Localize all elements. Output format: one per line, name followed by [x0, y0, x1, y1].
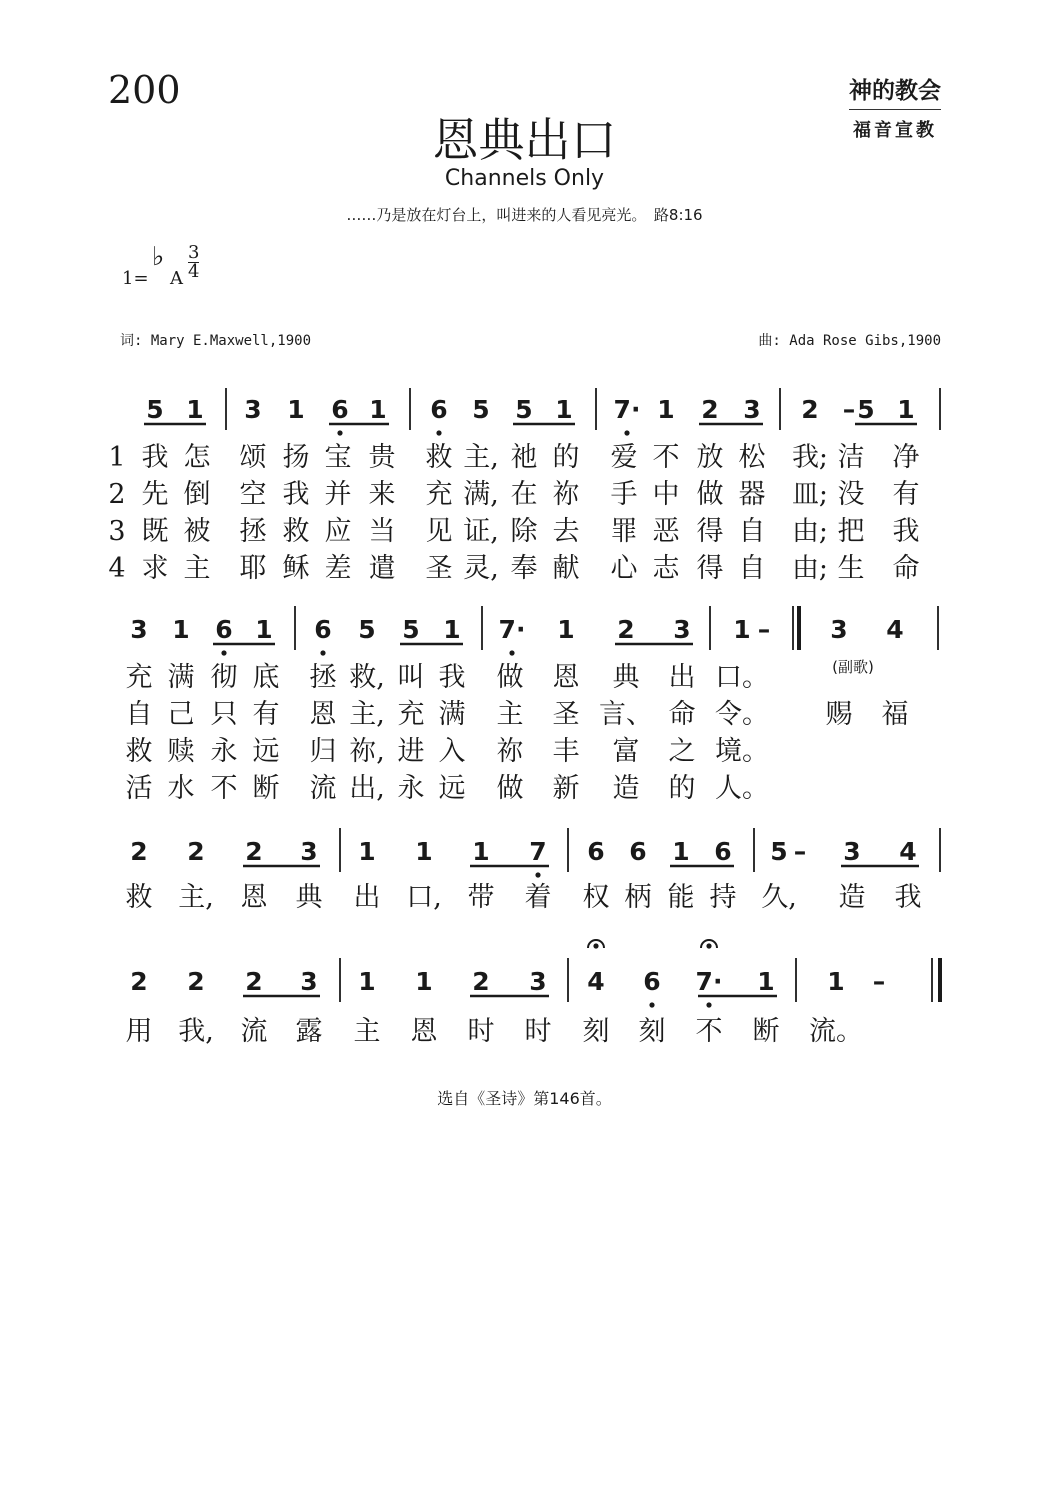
- lyric-syllable: 用: [125, 1016, 153, 1047]
- lyric-syllable: 没: [837, 479, 865, 510]
- lyric-syllable: 救,: [349, 662, 385, 693]
- lyric-syllable: 有: [892, 479, 920, 510]
- lyric-syllable: 心: [610, 553, 638, 584]
- note: 6: [587, 837, 605, 866]
- note: 1: [358, 837, 376, 866]
- composer-credit: 曲: Ada Rose Gibs,1900: [758, 333, 941, 349]
- note: 1: [557, 615, 575, 644]
- lyric-syllable: 着: [524, 882, 552, 913]
- note: 1: [555, 395, 573, 424]
- note: 2: [130, 967, 148, 996]
- note: 5: [770, 837, 788, 866]
- lyric-syllable: 命: [892, 553, 920, 584]
- note: 1: [757, 967, 775, 996]
- lyric-syllable: 断: [752, 1016, 780, 1047]
- lyric-syllable: 恶: [652, 516, 680, 547]
- lyric-syllable: 有: [252, 699, 280, 730]
- note: 3: [300, 967, 318, 996]
- low-octave-dot: [706, 1002, 711, 1007]
- lyricist-credit: 词: Mary E.Maxwell,1900: [120, 333, 312, 349]
- lyric-syllable: 权: [582, 882, 610, 913]
- lyric-syllable: 恩: [309, 699, 337, 730]
- note: 1: [472, 837, 490, 866]
- lyric-syllable: 生: [837, 553, 865, 584]
- lyric-syllable: 空: [239, 479, 267, 510]
- lyric-syllable: 中: [652, 479, 680, 510]
- lyric-syllable: 刻: [638, 1016, 666, 1047]
- lyric-syllable: 底: [252, 662, 280, 693]
- note: 7: [529, 837, 547, 866]
- lyric-syllable: 富: [612, 736, 640, 767]
- lyric-syllable: 刻: [582, 1016, 610, 1047]
- lyric-syllable: 稣: [282, 553, 310, 584]
- note: 5: [515, 395, 533, 424]
- lyric-syllable: 的: [668, 773, 696, 804]
- lyric-syllable: 救: [125, 882, 153, 913]
- lyric-syllable: 松: [738, 442, 766, 473]
- note: 1: [897, 395, 915, 424]
- note: 5: [402, 615, 420, 644]
- lyric-syllable: 被: [183, 516, 211, 547]
- lyric-syllable: 进: [397, 736, 425, 767]
- lyric-syllable: 不: [210, 773, 238, 804]
- lyric-syllable: 圣: [552, 699, 580, 730]
- lyric-syllable: 主,: [349, 699, 385, 730]
- lyric-syllable: 造: [612, 773, 640, 804]
- lyric-syllable: 自: [125, 699, 153, 730]
- lyric-syllable: 灵,: [463, 553, 499, 584]
- lyric-syllable: 去: [552, 516, 580, 547]
- lyric-syllable: 远: [252, 736, 280, 767]
- lyric-syllable: 3: [108, 516, 126, 547]
- source-note: 选自《圣诗》第146首。: [437, 1089, 612, 1108]
- lyric-syllable: 不: [652, 442, 680, 473]
- lyric-syllable: 耶: [239, 553, 267, 584]
- lyric-syllable: 令。: [715, 699, 769, 730]
- lyric-syllable: 自: [738, 516, 766, 547]
- lyric-syllable: 2: [108, 479, 126, 510]
- lyric-syllable: 爱: [610, 442, 638, 473]
- note: 6: [331, 395, 349, 424]
- lyric-syllable: 救: [425, 442, 453, 473]
- low-octave-dot: [649, 1002, 654, 1007]
- note: 3: [843, 837, 861, 866]
- lyric-syllable: 久,: [761, 882, 797, 913]
- lyric-syllable: 时: [524, 1016, 552, 1047]
- low-octave-dot: [509, 650, 514, 655]
- lyric-syllable: 充: [125, 662, 153, 693]
- lyric-syllable: 带: [467, 882, 495, 913]
- lyric-syllable: 流: [240, 1016, 268, 1047]
- note: 2: [187, 967, 205, 996]
- note: –: [793, 837, 807, 866]
- lyric-syllable: 得: [696, 516, 724, 547]
- lyric-syllable: 扬: [282, 442, 310, 473]
- publisher-subtitle: 福音宣教: [853, 120, 937, 141]
- lyric-syllable: 由;: [791, 553, 829, 584]
- lyric-syllable: 我: [282, 479, 310, 510]
- lyric-syllable: 远: [438, 773, 466, 804]
- lyric-syllable: 罪: [610, 516, 638, 547]
- note: 1: [657, 395, 675, 424]
- note: 1: [287, 395, 305, 424]
- scripture-reference: ……乃是放在灯台上，叫进来的人看见亮光。 路8:16: [346, 206, 703, 224]
- lyric-syllable: 主: [183, 553, 211, 584]
- note: 1: [672, 837, 690, 866]
- lyric-syllable: 祢: [552, 479, 580, 510]
- lyric-syllable: 主: [496, 699, 524, 730]
- note: 3: [244, 395, 262, 424]
- note: 2: [187, 837, 205, 866]
- lyric-syllable: 持: [709, 882, 737, 913]
- hymn-title: 恩典出口: [432, 113, 617, 167]
- lyric-syllable: 放: [696, 442, 724, 473]
- note: 1: [172, 615, 190, 644]
- lyric-syllable: 器: [738, 479, 766, 510]
- lyric-syllable: 净: [892, 442, 920, 473]
- note: 3: [673, 615, 691, 644]
- lyric-syllable: 贵: [368, 442, 396, 473]
- lyric-syllable: 满,: [463, 479, 499, 510]
- lyric-syllable: 先: [141, 479, 169, 510]
- lyric-syllable: 求: [141, 553, 169, 584]
- lyric-syllable: 丰: [552, 736, 580, 767]
- note: 1: [255, 615, 273, 644]
- lyric-syllable: 我;: [791, 442, 829, 473]
- note: 2: [472, 967, 490, 996]
- lyric-syllable: 充: [425, 479, 453, 510]
- time-top: 3: [188, 242, 200, 263]
- key-note: A: [170, 268, 183, 289]
- lyric-syllable: 恩: [410, 1016, 438, 1047]
- lyric-syllable: 能: [667, 882, 695, 913]
- note: 7·: [613, 395, 641, 424]
- lyric-syllable: 人。: [715, 773, 769, 804]
- note: 4: [886, 615, 904, 644]
- lyric-syllable: 时: [467, 1016, 495, 1047]
- lyric-syllable: 出: [353, 882, 381, 913]
- lyric-syllable: 奉: [510, 553, 538, 584]
- note: 1: [827, 967, 845, 996]
- lyric-syllable: 圣: [425, 553, 453, 584]
- note: 1: [733, 615, 751, 644]
- note: 1: [358, 967, 376, 996]
- fermata-dot: [706, 943, 711, 948]
- lyric-syllable: 做: [496, 662, 524, 693]
- note: 1: [443, 615, 461, 644]
- lyric-syllable: 主,: [178, 882, 214, 913]
- lyric-syllable: 在: [510, 479, 538, 510]
- lyric-syllable: 献: [552, 553, 580, 584]
- low-octave-dot: [436, 430, 441, 435]
- key-prefix: 1=: [122, 268, 149, 289]
- flat-icon: ♭: [152, 242, 165, 272]
- lyric-syllable: 怎: [183, 442, 211, 473]
- note: 4: [587, 967, 605, 996]
- lyric-syllable: 祂: [510, 442, 538, 473]
- lyric-syllable: 造: [838, 882, 866, 913]
- lyric-syllable: 我: [892, 516, 920, 547]
- note: 6: [215, 615, 233, 644]
- lyric-syllable: 4: [108, 553, 126, 584]
- lyric-syllable: 露: [295, 1016, 323, 1047]
- lyric-syllable: 口。: [715, 662, 769, 693]
- note: 1: [415, 967, 433, 996]
- lyric-syllable: 得: [696, 553, 724, 584]
- lyric-syllable: 恩: [552, 662, 580, 693]
- lyric-syllable: 祢: [496, 736, 524, 767]
- lyric-syllable: 并: [324, 479, 352, 510]
- lyric-syllable: 命: [668, 699, 696, 730]
- lyric-syllable: 言、: [599, 699, 653, 730]
- lyric-syllable: 叫: [397, 662, 425, 693]
- note: 2: [130, 837, 148, 866]
- lyric-syllable: 做: [696, 479, 724, 510]
- note: 2: [617, 615, 635, 644]
- publisher-name: 神的教会: [849, 72, 941, 110]
- note: 2: [245, 837, 263, 866]
- lyric-syllable: 满: [438, 699, 466, 730]
- lyric-syllable: 主,: [463, 442, 499, 473]
- lyric-syllable: 流: [309, 773, 337, 804]
- lyric-syllable: 主: [353, 1016, 381, 1047]
- note: 4: [899, 837, 917, 866]
- note: 2: [801, 395, 819, 424]
- lyric-syllable: 手: [610, 479, 638, 510]
- note: 6: [314, 615, 332, 644]
- lyric-syllable: 遣: [368, 553, 396, 584]
- lyric-syllable: 境。: [715, 736, 769, 767]
- note: 2: [245, 967, 263, 996]
- lyric-syllable: 恩: [240, 882, 268, 913]
- low-octave-dot: [624, 430, 629, 435]
- lyric-syllable: 除: [510, 516, 538, 547]
- lyric-syllable: 皿;: [791, 479, 829, 510]
- lyric-syllable: 口,: [406, 882, 442, 913]
- lyric-syllable: 应: [324, 516, 352, 547]
- note: 3: [743, 395, 761, 424]
- lyric-syllable: 我,: [178, 1016, 214, 1047]
- lyric-syllable: 救: [125, 736, 153, 767]
- lyric-syllable: 自: [738, 553, 766, 584]
- lyric-syllable: 赐: [825, 699, 853, 730]
- note: 1: [415, 837, 433, 866]
- lyric-syllable: 己: [167, 699, 195, 730]
- lyric-syllable: 不: [695, 1016, 723, 1047]
- lyric-syllable: 1: [108, 442, 126, 473]
- lyric-syllable: 的: [552, 442, 580, 473]
- lyric-syllable: 典: [612, 662, 640, 693]
- note: 7·: [498, 615, 526, 644]
- note: 3: [830, 615, 848, 644]
- lyric-syllable: 当: [368, 516, 396, 547]
- time-bottom: 4: [188, 261, 200, 282]
- lyric-syllable: 入: [438, 736, 466, 767]
- low-octave-dot: [221, 650, 226, 655]
- lyric-syllable: 洁: [837, 442, 865, 473]
- lyric-syllable: 志: [652, 553, 680, 584]
- note: 3: [130, 615, 148, 644]
- lyric-syllable: 见: [425, 516, 453, 547]
- lyric-syllable: 做: [496, 773, 524, 804]
- lyric-syllable: 由;: [791, 516, 829, 547]
- note: 7·: [695, 967, 723, 996]
- note: 5: [472, 395, 490, 424]
- note: 1: [186, 395, 204, 424]
- low-octave-dot: [337, 430, 342, 435]
- lyric-syllable: 我: [438, 662, 466, 693]
- lyric-syllable: 倒: [183, 479, 211, 510]
- lyric-syllable: 证,: [463, 516, 499, 547]
- note: 3: [300, 837, 318, 866]
- lyric-syllable: 水: [167, 773, 195, 804]
- lyric-syllable: 典: [295, 882, 323, 913]
- lyric-syllable: 充: [397, 699, 425, 730]
- lyric-syllable: 归: [309, 736, 337, 767]
- lyric-syllable: 只: [210, 699, 238, 730]
- hymn-subtitle: Channels Only: [444, 166, 605, 191]
- note: –: [757, 615, 771, 644]
- lyric-syllable: 宝: [324, 442, 352, 473]
- lyric-syllable: 满: [167, 662, 195, 693]
- note: 1: [369, 395, 387, 424]
- lyric-syllable: 既: [141, 516, 169, 547]
- lyric-syllable: 救: [282, 516, 310, 547]
- lyric-syllable: 之: [668, 736, 696, 767]
- lyric-syllable: 赎: [167, 736, 195, 767]
- note: 2: [701, 395, 719, 424]
- lyric-syllable: 新: [552, 773, 580, 804]
- lyric-syllable: 永: [397, 773, 425, 804]
- note: 6: [643, 967, 661, 996]
- note: 3: [529, 967, 547, 996]
- note: 6: [430, 395, 448, 424]
- chorus-label: (副歌): [832, 658, 874, 676]
- lyric-syllable: 柄: [624, 882, 652, 913]
- lyric-syllable: 出,: [349, 773, 385, 804]
- lyric-syllable: 把: [837, 516, 865, 547]
- note: 5: [857, 395, 875, 424]
- lyric-syllable: 出: [668, 662, 696, 693]
- lyric-syllable: 福: [881, 699, 909, 730]
- lyric-syllable: 断: [252, 773, 280, 804]
- low-octave-dot: [320, 650, 325, 655]
- lyric-syllable: 我: [894, 882, 922, 913]
- note: –: [872, 967, 886, 996]
- lyric-syllable: 来: [368, 479, 396, 510]
- note: 6: [629, 837, 647, 866]
- lyric-syllable: 活: [125, 773, 153, 804]
- lyric-syllable: 我: [141, 442, 169, 473]
- fermata-dot: [593, 943, 598, 948]
- note: 5: [358, 615, 376, 644]
- note: –: [842, 395, 856, 424]
- note: 5: [146, 395, 164, 424]
- lyric-syllable: 差: [324, 553, 352, 584]
- lyric-syllable: 拯: [309, 662, 337, 693]
- note: 6: [714, 837, 732, 866]
- lyric-syllable: 祢,: [349, 736, 385, 767]
- hymn-number: 200: [108, 68, 181, 112]
- lyric-syllable: 流。: [809, 1016, 863, 1047]
- low-octave-dot: [535, 872, 540, 877]
- lyric-syllable: 颂: [239, 442, 267, 473]
- lyric-syllable: 拯: [239, 516, 267, 547]
- lyric-syllable: 彻: [210, 662, 238, 693]
- lyric-syllable: 永: [210, 736, 238, 767]
